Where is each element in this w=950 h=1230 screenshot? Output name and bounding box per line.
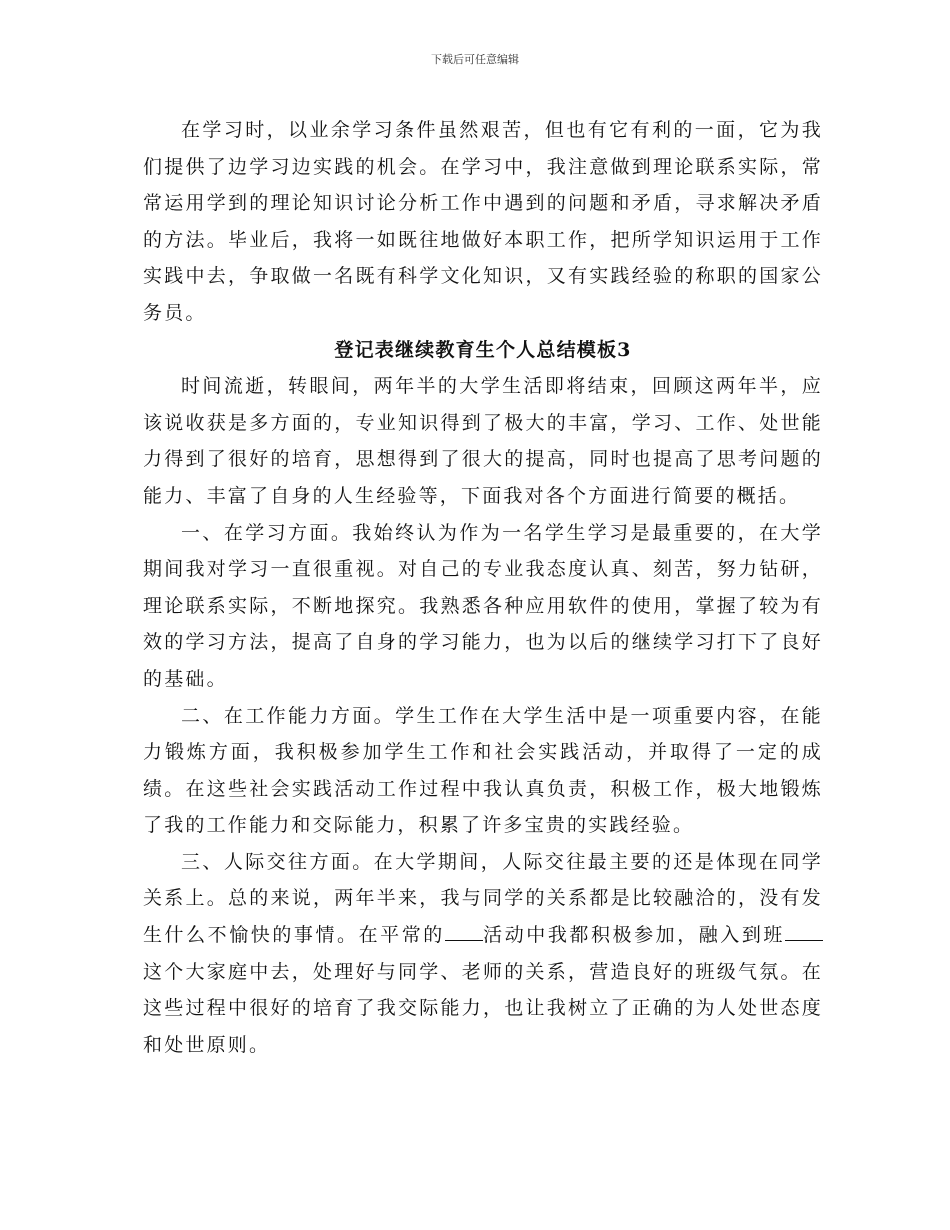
paragraph-study-conditions: 在学习时，以业余学习条件虽然艰苦，但也有它有利的一面，它为我们提供了边学习边实践的机会。在学习中，我注意做到理论联系实际，常常运用学到的理论知识讨论分析工作中遇到的问题和矛盾，寻求解决矛盾的方法。毕业后，我将一如既往地做好本职工作，把所学知识运用于工作实践中去，争取做一名既有科学文化知识，又有实践经验的称职的国家公务员。 (143, 119, 823, 324)
interpersonal-text-part-3: 这个大家庭中去，处理好与同学、老师的关系，营造良好的班级气氛。在这些过程中很好的培育了我交际能力，也让我树立了正确的为人处世态度和处世原则。 (143, 960, 823, 1056)
page-header: 下载后可任意编辑 (431, 53, 519, 66)
section-title: 登记表继续教育生个人总结模板3 (334, 338, 632, 361)
fill-in-blank (785, 922, 823, 941)
interpersonal-text-part-2: 活动中我都积极参加，融入到班 (482, 924, 785, 947)
paragraph-work-ability: 二、在工作能力方面。学生工作在大学生活中是一项重要内容，在能力锻炼方面，我积极参加学生工作和社会实践活动，并取得了一定的成绩。在这些社会实践活动工作过程中我认真负责，积极工作，极大地锻炼了我的工作能力和交际能力，积累了许多宝贵的实践经验。 (143, 704, 823, 837)
paragraph-study-aspect: 一、在学习方面。我始终认为作为一名学生学习是最重要的，在大学期间我对学习一直很重视。对自己的专业我态度认真、刻苦，努力钻研，理论联系实际，不断地探究。我熟悉各种应用软件的使用，掌握了较为有效的学习方法，提高了自身的学习能力，也为以后的继续学习打下了良好的基础。 (143, 521, 823, 690)
interpersonal-text-part-1: 三、人际交往方面。在大学期间，人际交往最主要的还是体现在同学关系上。总的来说，两年半来，我与同学的关系都是比较融洽的，没有发生什么不愉快的事情。在平常的 (143, 850, 823, 947)
paragraph-introduction: 时间流逝，转眼间，两年半的大学生活即将结束，回顾这两年半，应该说收获是多方面的，专业知识得到了极大的丰富，学习、工作、处世能力得到了很好的培育，思想得到了很大的提高，同时也提高了思考问题的能力、丰富了自身的人生经验等，下面我对各个方面进行简要的概括。 (143, 375, 823, 507)
fill-in-blank (445, 922, 483, 941)
paragraph-interpersonal (143, 844, 823, 1064)
document-body (143, 112, 823, 1063)
